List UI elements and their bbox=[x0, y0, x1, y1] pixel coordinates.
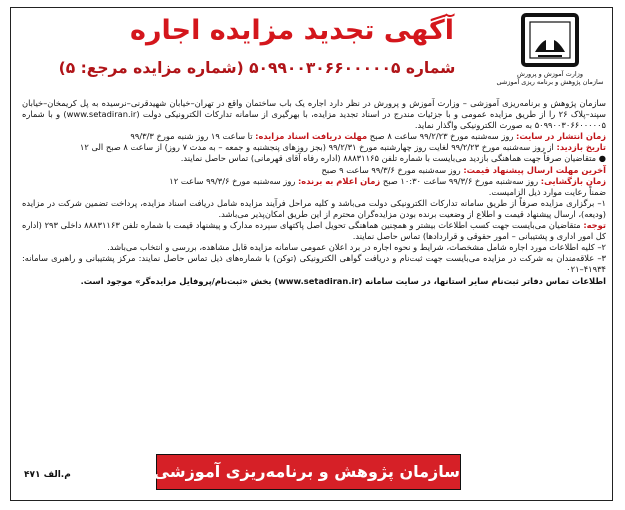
note-3: ۳– علاقه‌مندان به شرکت در مزایده می‌بایست جهت ثبت‌نام و دریافت گواهی الکترونیکی (توکن) با شماره‌های ذیل تماس حاصل نمایند: مرکز پشتیبانی و راهبری سامانه: ۴۱۹۳۴–۰۲۱ bbox=[22, 253, 606, 275]
visit-label: تاریخ بازدید: bbox=[556, 142, 606, 153]
logo-org-line1: وزارت آموزش و پرورش bbox=[516, 70, 583, 78]
logo-org-line2: سازمان پژوهش و برنامه ریزی آموزشی bbox=[496, 78, 604, 86]
visit-text: از روز سه‌شنبه مورخ ۹۹/۲/۲۳ لغایت روز چهارشنبه مورخ ۹۹/۲/۳۱ (بجز روزهای پنجشنبه و جمعه – به مدت ۷ روز) از ساعت ۸ صبح الی ۱۲ bbox=[79, 142, 554, 153]
publish-label: زمان انتشار در سایت: bbox=[516, 131, 606, 142]
opening-label: زمان بازگشایی: bbox=[540, 175, 606, 186]
notice-body bbox=[22, 98, 606, 287]
logo-caption bbox=[496, 70, 604, 86]
ministry-emblem-icon bbox=[494, 12, 606, 72]
attention-text: متقاضیان می‌بایست جهت کسب اطلاعات بیشتر و همچنین هماهنگی تحویل اصل پاکتهای سپرده مدارک و پیشنهاد قیمت با شماره تلفن ۸۸۸۳۱۱۶۳ داخلی ۲۹۳ (اداره کل امور اداری و پشتیبانی – امور حقوقی و قراردادها) تماس حاصل نمایند. bbox=[22, 220, 606, 242]
notice-number: شماره ۵۰۹۹۰۰۳۰۶۶۰۰۰۰۰۵ (شماره مزایده مرجع: ۵) bbox=[58, 59, 456, 77]
note-2: ۲– کلیه اطلاعات مورد اجاره شامل مشخصات، شرایط و نحوه اجاره در برد اعلان عمومی سامانه مزایده قابل مشاهده، بررسی و انتخاب می‌باشد. bbox=[107, 242, 606, 253]
footer-org-banner: سازمان پژوهش و برنامه‌ریزی آموزشی bbox=[156, 454, 461, 490]
publication-code: م.الف ۴۷۱ bbox=[24, 470, 71, 480]
docs-deadline-text: تا ساعت ۱۹ روز شنبه مورخ ۹۹/۳/۳ bbox=[130, 131, 253, 142]
opening-line bbox=[22, 176, 606, 187]
publish-text: روز سه‌شنبه مورخ ۹۹/۲/۲۳ ساعت ۸ صبح bbox=[369, 131, 514, 142]
winner-label: زمان اعلام به برنده: bbox=[297, 175, 381, 186]
note-1: ۱– برگزاری مزایده صرفاً از طریق سامانه تدارکات الکترونیکی دولت می‌باشد و کلیه مراحل فرآیند مزایده شامل دریافت اسناد مزایده، پرداخت تضمین شرکت در مزایده (ودیعه)، ارسال پیشنهاد قیمت و اطلاع از وضعیت برنده بودن مزایده‌گران محترم از این طریق امکان‌پذیر می‌باشد. bbox=[22, 197, 606, 219]
bid-deadline-line bbox=[22, 165, 606, 176]
intro-paragraph: سازمان پژوهش و برنامه‌ریزی آموزشی – وزارت آموزش و پرورش در نظر دارد اجاره یک باب ساختمان واقع در تهران–خیابان شهیدقرنی–نرسیده به پل کریمخان–خیابان سپند–پلاک ۲۶ را از طریق مزایده عمومی و با جزئیات مندرج در اسناد تجدید مزایده، با بهرگیری از سامانه تدارکات الکترونیکی دولت (www.setadiran.ir) و با شماره ۵۰۹۹۰۰۳۰۶۶۰۰۰۰۰۵ به صورت الکترونیکی واگذار نماید. bbox=[22, 98, 606, 131]
publish-line bbox=[22, 131, 606, 142]
docs-deadline-label: مهلت دریافت اسناد مزایده: bbox=[255, 131, 368, 142]
visit-line bbox=[22, 142, 606, 153]
bid-deadline-label: آخرین مهلت ارسال پیشنهاد قیمت: bbox=[463, 164, 606, 175]
notes-intro: ضمناً رعایت موارد ذیل الزامیست. bbox=[488, 186, 606, 197]
opening-text: روز سه‌شنبه مورخ ۹۹/۳/۶ ساعت ۱۰:۳۰ صبح bbox=[382, 175, 539, 186]
visit-contact-line: ● متقاضیان صرفاً جهت هماهنگی بازدید می‌بایست با شماره تلفن ۸۸۸۳۱۱۶۵ (اداره رفاه آقای قهرمانی) تماس حاصل نمایند. bbox=[180, 153, 606, 164]
attention-line bbox=[22, 220, 606, 242]
note-3-more: اطلاعات تماس دفاتر ثبت‌نام سایر استانها، در سایت سامانه (www.setadiran.ir) بخش «ثبت‌نام/پروفایل مزایده‌گر» موجود است. bbox=[80, 275, 606, 286]
attention-label: توجه: bbox=[583, 220, 606, 231]
ministry-logo bbox=[494, 12, 606, 90]
bid-deadline-text: روز سه‌شنبه مورخ ۹۹/۳/۶ ساعت ۹ صبح bbox=[321, 164, 461, 175]
winner-text: روز سه‌شنبه مورخ ۹۹/۳/۶ ساعت ۱۲ bbox=[169, 175, 296, 186]
notice-title: آگهی تجدید مزایده اجاره bbox=[130, 15, 454, 46]
